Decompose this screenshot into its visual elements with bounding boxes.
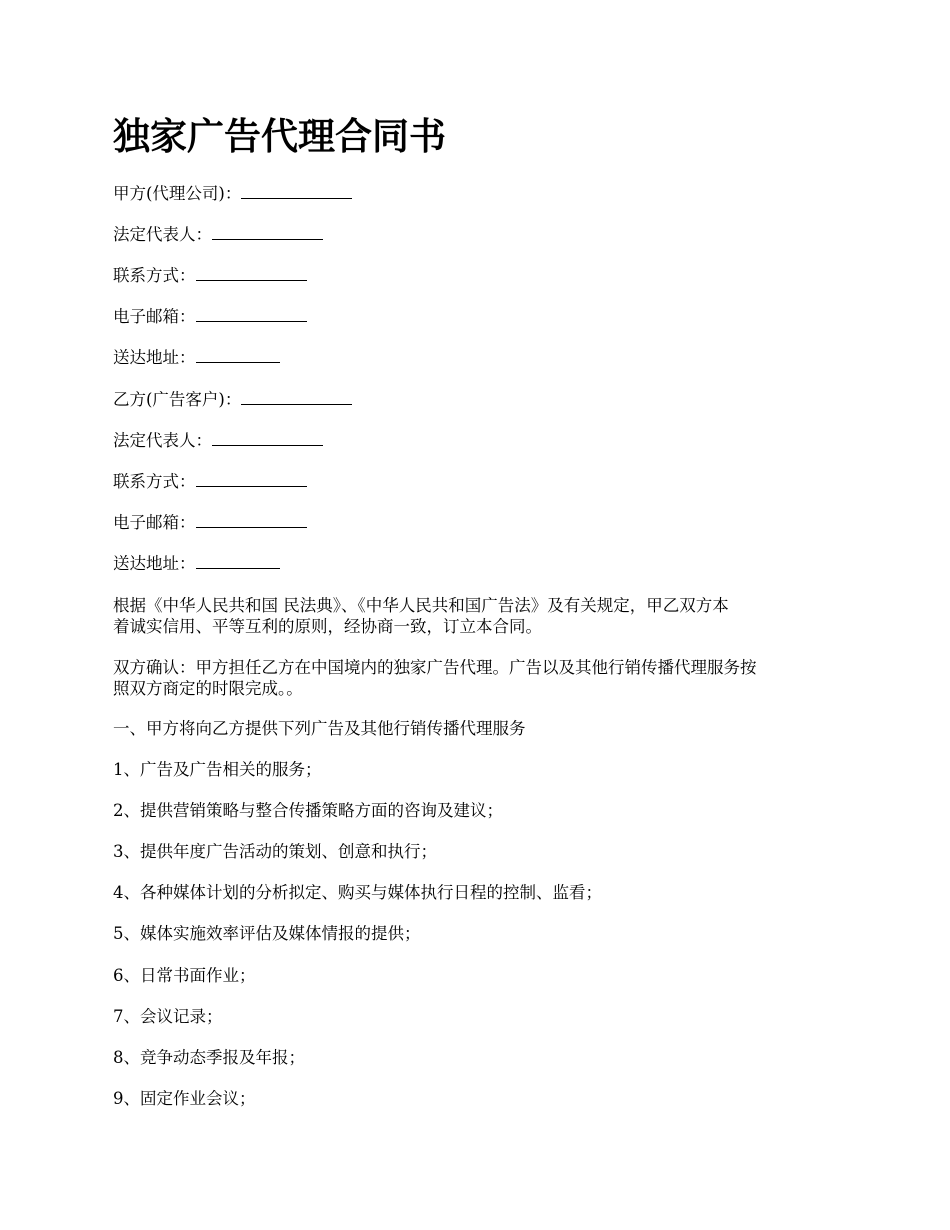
party-b-address-blank bbox=[196, 553, 280, 569]
service-item-5: 5、媒体实施效率评估及媒体情报的提供； bbox=[113, 924, 421, 943]
party-a-blank bbox=[241, 183, 352, 199]
party-b-line bbox=[113, 389, 352, 411]
party-a-line bbox=[113, 183, 352, 205]
party-b-contact-label: 联系方式： bbox=[113, 472, 196, 491]
service-item-7: 7、会议记录； bbox=[113, 1007, 223, 1026]
preamble-line-2: 着诚实信用、平等互利的原则，经协商一致，订立本合同。 bbox=[113, 617, 542, 636]
confirmation-line-1: 双方确认：甲方担任乙方在中国境内的独家广告代理。广告以及其他行销传播代理服务按 bbox=[113, 658, 757, 677]
party-a-contact-blank bbox=[196, 265, 307, 281]
section-1-heading: 一、甲方将向乙方提供下列广告及其他行销传播代理服务 bbox=[113, 719, 526, 738]
party-b-contact-blank bbox=[196, 471, 307, 487]
party-a-label: 甲方(代理公司)： bbox=[113, 184, 242, 203]
document-title: 独家广告代理合同书 bbox=[113, 114, 446, 158]
party-a-rep-blank bbox=[212, 224, 323, 240]
service-item-1: 1、广告及广告相关的服务； bbox=[113, 760, 322, 779]
party-b-contact-line bbox=[113, 471, 307, 493]
service-item-2: 2、提供营销策略与整合传播策略方面的咨询及建议； bbox=[113, 801, 503, 820]
service-item-3: 3、提供年度广告活动的策划、创意和执行； bbox=[113, 842, 437, 861]
party-a-contact-line bbox=[113, 265, 307, 287]
party-a-contact-label: 联系方式： bbox=[113, 266, 196, 285]
party-a-rep-label: 法定代表人： bbox=[113, 225, 212, 244]
party-b-address-line bbox=[113, 553, 280, 575]
service-item-8: 8、竞争动态季报及年报； bbox=[113, 1048, 305, 1067]
party-b-rep-line bbox=[113, 430, 323, 452]
party-b-rep-blank bbox=[212, 430, 323, 446]
confirmation-line-2: 照双方商定的时限完成。。 bbox=[113, 679, 303, 698]
preamble-line-1: 根据《中华人民共和国 民法典》、《中华人民共和国广告法》及有关规定，甲乙双方本 bbox=[113, 596, 729, 615]
party-b-rep-label: 法定代表人： bbox=[113, 431, 212, 450]
preamble-paragraph bbox=[113, 595, 839, 637]
party-b-address-label: 送达地址： bbox=[113, 554, 196, 573]
party-a-address-label: 送达地址： bbox=[113, 348, 196, 367]
party-b-email-blank bbox=[196, 512, 307, 528]
service-item-6: 6、日常书面作业； bbox=[113, 966, 256, 985]
confirmation-paragraph bbox=[113, 657, 839, 699]
party-b-label: 乙方(广告客户)： bbox=[113, 390, 242, 409]
party-a-address-blank bbox=[196, 347, 280, 363]
party-a-email-blank bbox=[196, 306, 307, 322]
party-b-blank bbox=[241, 389, 352, 405]
service-item-4: 4、各种媒体计划的分析拟定、购买与媒体执行日程的控制、监看； bbox=[113, 883, 602, 902]
party-a-email-line bbox=[113, 306, 307, 328]
party-b-email-line bbox=[113, 512, 307, 534]
party-b-email-label: 电子邮箱： bbox=[113, 513, 196, 532]
party-a-rep-line bbox=[113, 224, 323, 246]
party-a-email-label: 电子邮箱： bbox=[113, 307, 196, 326]
party-a-address-line bbox=[113, 347, 280, 369]
service-item-9: 9、固定作业会议； bbox=[113, 1089, 256, 1108]
